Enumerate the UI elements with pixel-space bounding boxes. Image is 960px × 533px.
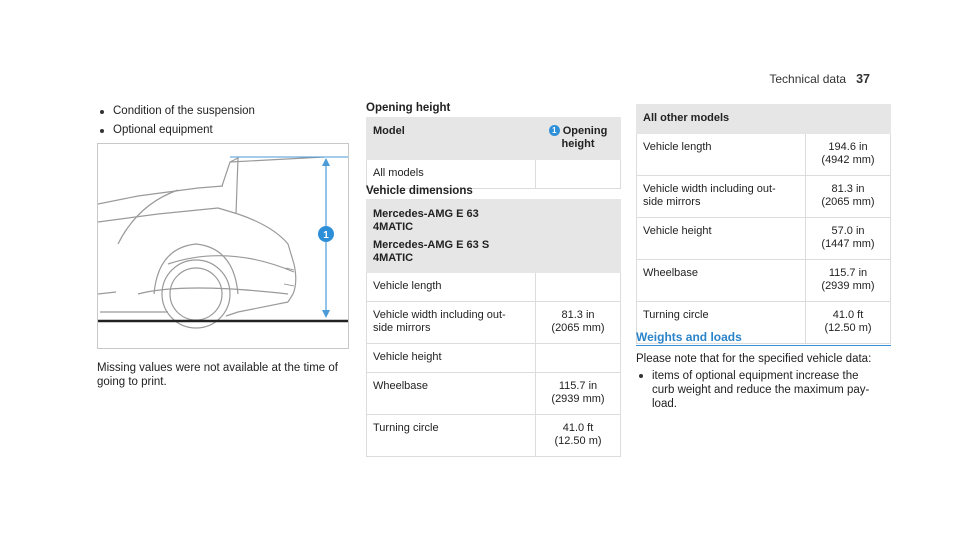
col-opening-l1: Opening bbox=[562, 125, 608, 137]
table-row bbox=[367, 302, 621, 344]
row-value-line: 194.6 in bbox=[828, 141, 868, 153]
row-value bbox=[806, 218, 891, 260]
row-value bbox=[536, 415, 621, 457]
page-header bbox=[769, 72, 870, 86]
row-value bbox=[806, 260, 891, 302]
table-row bbox=[367, 273, 621, 302]
row-value-line: (2939 mm) bbox=[821, 280, 875, 292]
table-header-row bbox=[367, 118, 621, 160]
weights-and-loads-title: Weights and loads bbox=[636, 330, 742, 344]
row-label-line: side mirrors bbox=[373, 322, 431, 334]
header-cell bbox=[637, 105, 891, 134]
header-cell bbox=[536, 118, 621, 160]
all-other-models-table bbox=[636, 104, 891, 344]
list-item: Condition of the suspension bbox=[97, 102, 357, 121]
model-name-line: Mercedes-AMG E 63 bbox=[373, 208, 479, 220]
row-value-line: 41.0 ft bbox=[562, 422, 594, 434]
car-rear-illustration bbox=[98, 144, 348, 348]
missing-values-note: Missing values were not available at the time of going to print. bbox=[97, 362, 338, 388]
table-header-row bbox=[367, 200, 621, 273]
vehicle-dimensions-title: Vehicle dimensions bbox=[366, 185, 473, 197]
figure-callout-badge: 1 bbox=[323, 230, 329, 241]
row-label-line: Vehicle width including out- bbox=[373, 309, 506, 321]
header-cell bbox=[367, 118, 536, 160]
section-title: Technical data bbox=[769, 72, 847, 86]
row-value-line: (12.50 m) bbox=[824, 322, 872, 334]
row-value-line: 81.3 in bbox=[561, 309, 595, 321]
header-cell bbox=[367, 200, 621, 273]
table-header-row bbox=[637, 105, 891, 134]
row-value-line: 81.3 in bbox=[831, 183, 865, 195]
list-item-line: items of optional equipment increase the bbox=[652, 370, 859, 382]
table-row bbox=[637, 218, 891, 260]
table-row bbox=[367, 415, 621, 457]
table-row bbox=[367, 373, 621, 415]
row-value-line: 115.7 in bbox=[828, 267, 868, 279]
row-value bbox=[806, 302, 891, 344]
weights-paragraph bbox=[636, 352, 896, 411]
row-label bbox=[367, 302, 536, 344]
row-value-line: (4942 mm) bbox=[821, 154, 875, 166]
row-label bbox=[367, 344, 536, 373]
list-item bbox=[636, 369, 896, 411]
row-value bbox=[536, 373, 621, 415]
row-label bbox=[637, 260, 806, 302]
trunk-opening-figure bbox=[97, 143, 349, 349]
row-label-line: Turning circle bbox=[373, 422, 439, 434]
row-label-line: Vehicle length bbox=[373, 280, 442, 292]
row-value-line: (2065 mm) bbox=[551, 322, 605, 334]
row-label-line: side mirrors bbox=[643, 196, 701, 208]
all-other-models-head: All other models bbox=[643, 112, 730, 124]
row-label-line: Vehicle height bbox=[643, 225, 712, 237]
row-label: All models bbox=[367, 160, 536, 189]
row-value bbox=[806, 176, 891, 218]
section-rule bbox=[636, 345, 891, 346]
row-label-line: Vehicle length bbox=[643, 141, 712, 153]
row-value-line: (2939 mm) bbox=[551, 393, 605, 405]
vehicle-dimensions-table bbox=[366, 199, 621, 457]
row-label-line: Wheelbase bbox=[373, 380, 429, 392]
row-label-line: Turning circle bbox=[643, 309, 709, 321]
table-row bbox=[637, 260, 891, 302]
row-value-line: (1447 mm) bbox=[821, 238, 875, 250]
row-label bbox=[637, 134, 806, 176]
list-item-line: curb weight and reduce the maximum pay- bbox=[652, 384, 870, 396]
row-value bbox=[536, 160, 621, 189]
list-item: Optional equipment bbox=[97, 121, 357, 140]
col-opening-l2: height bbox=[561, 138, 595, 150]
row-label bbox=[367, 415, 536, 457]
page-number: 37 bbox=[856, 72, 870, 86]
row-label bbox=[637, 176, 806, 218]
model-name-line: 4MATIC bbox=[373, 252, 414, 264]
opening-height-title: Opening height bbox=[366, 102, 451, 114]
condition-list bbox=[97, 102, 357, 140]
row-value bbox=[806, 134, 891, 176]
weights-list bbox=[636, 369, 896, 411]
row-value bbox=[536, 344, 621, 373]
table-row bbox=[367, 344, 621, 373]
row-label-line: Wheelbase bbox=[643, 267, 699, 279]
opening-height-table bbox=[366, 117, 621, 189]
weights-intro: Please note that for the specified vehicle data: bbox=[636, 353, 872, 365]
row-value-line: 57.0 in bbox=[831, 225, 865, 237]
row-label bbox=[367, 373, 536, 415]
row-label-line: Vehicle height bbox=[373, 351, 442, 363]
row-label bbox=[637, 218, 806, 260]
table-row bbox=[637, 176, 891, 218]
row-value bbox=[536, 302, 621, 344]
list-item-line: load. bbox=[652, 398, 677, 410]
row-value-line: (2065 mm) bbox=[821, 196, 875, 208]
table-row bbox=[637, 134, 891, 176]
row-value-line: 115.7 in bbox=[558, 380, 598, 392]
model-name-line: Mercedes-AMG E 63 S bbox=[373, 239, 490, 251]
row-value-line: (12.50 m) bbox=[554, 435, 602, 447]
row-label bbox=[367, 273, 536, 302]
row-value bbox=[536, 273, 621, 302]
row-label-line: Vehicle width including out- bbox=[643, 183, 776, 195]
col-model: Model bbox=[373, 125, 405, 137]
callout-badge: 1 bbox=[549, 125, 560, 136]
model-name-line: 4MATIC bbox=[373, 221, 414, 233]
row-value-line: 41.0 ft bbox=[832, 309, 864, 321]
